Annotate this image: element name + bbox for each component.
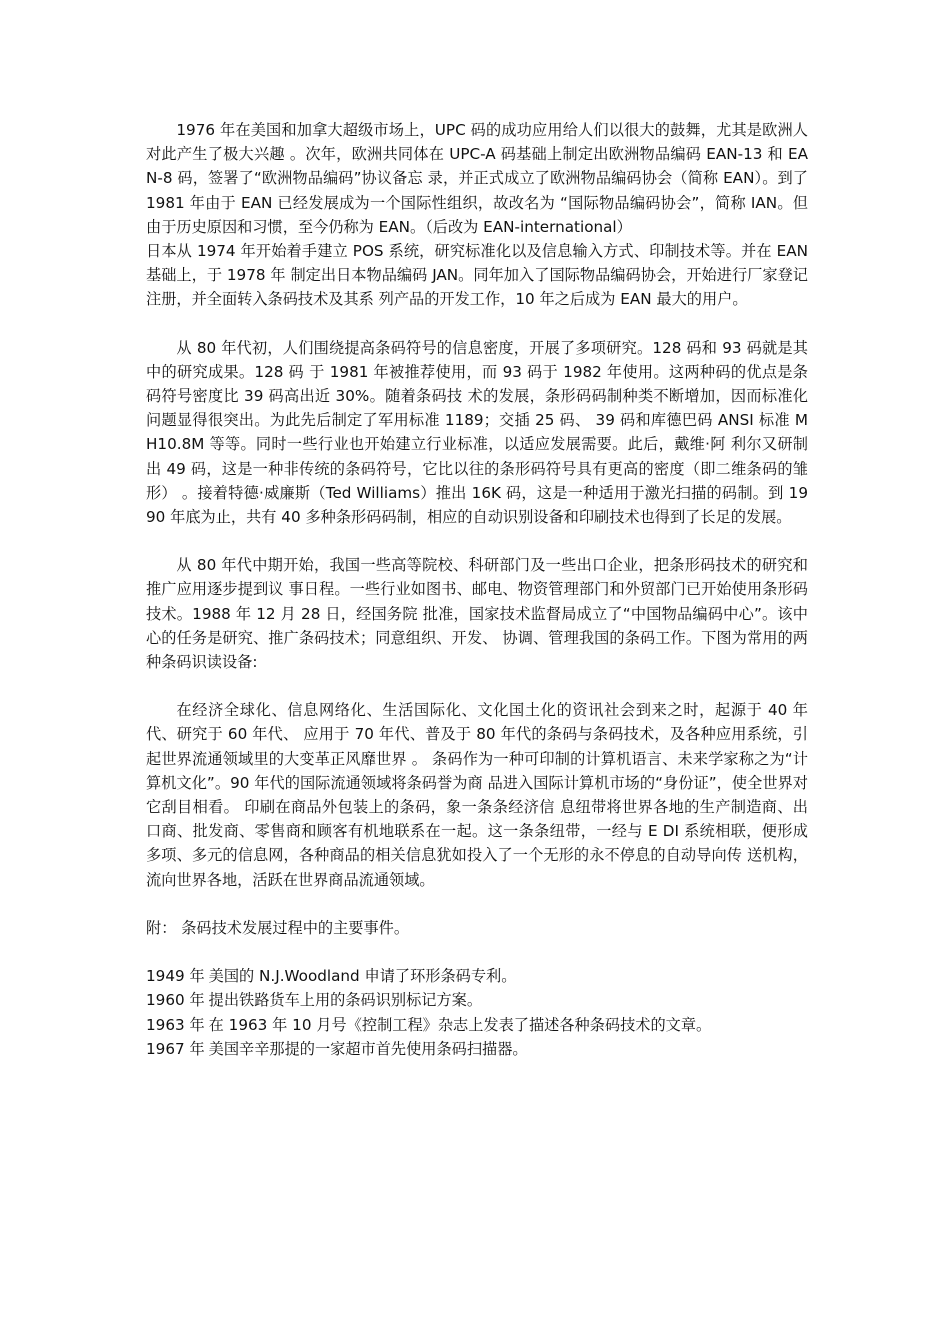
paragraph-gap bbox=[146, 312, 808, 336]
paragraph-china-barcode: 从 80 年代中期开始，我国一些高等院校、科研部门及一些出口企业，把条形码技术的研究和推广应用逐步提到议 事日程。一些行业如图书、邮电、物资管理部门和外贸部门已开始使用条形码技术。1988 年 12 月 28 日，经国务院 批准，国家技术监督局成立了“中国物品编码中心”。该中心的任务是研究、推广条码技术；同意组织、开发、 协调、管理我国的条码工作。下图为常用的两种条码识读设备: bbox=[146, 556, 808, 672]
list-item bbox=[146, 1013, 808, 1037]
event-text: 美国的 N.J.Woodland 申请了环形条码专利。 bbox=[208, 967, 517, 986]
event-list bbox=[146, 964, 808, 1061]
paragraph-upc-ean-history: 1976 年在美国和加拿大超级市场上，UPC 码的成功应用给人们以很大的鼓舞，尤其是欧洲人对此产生了极大兴趣 。次年，欧洲共同体在 UPC-A 码基础上制定出欧洲物品编码 EAN-13 和 EAN-8 码，签署了“欧洲物品编码”协议备忘 录，并正式成立了欧洲物品编码协会（简称 EAN）。到了 1981 年由于 EAN 已经发展成为一个国际性组织，故改名为 “国际物品编码协会”，简称 IAN。但由于历史原因和习惯，至今仍称为 EAN。（后改为 EAN-international） bbox=[146, 121, 808, 236]
event-text: 在 1963 年 10 月号《控制工程》杂志上发表了描述各种条码技术的文章。 bbox=[208, 1015, 712, 1034]
paragraph-japan-jan: 日本从 1974 年开始着手建立 POS 系统，研究标准化以及信息输入方式、印制技术等。并在 EAN 基础上，于 1978 年 制定出日本物品编码 JAN。同年加入了国际物品编码协会，开始进行厂家登记注册，并全面转入条码技术及其系 列产品的开发工作，10 年之后成为 EAN 最大的用户。 bbox=[146, 242, 808, 309]
appendix-heading: 附： 条码技术发展过程中的主要事件。 bbox=[146, 918, 410, 937]
list-item bbox=[146, 1037, 808, 1061]
document-body bbox=[146, 118, 808, 1061]
event-year: 1960 年 bbox=[146, 991, 205, 1010]
list-item bbox=[146, 988, 808, 1012]
paragraph-gap bbox=[146, 940, 808, 964]
paragraph-code-density-research: 从 80 年代初，人们围绕提高条码符号的信息密度，开展了多项研究。128 码和 93 码就是其中的研究成果。128 码 于 1981 年被推荐使用，而 93 码于 1982 年使用。这两种码的优点是条码符号密度比 39 码高出近 30%。随着条码技 术的发展，条形码码制种类不断增加，因而标准化问题显得很突出。为此先后制定了军用标准 1189；交插 25 码、 39 码和库德巴码 ANSI 标准 MH10.8M 等等。同时一些行业也开始建立行业标准，以适应发展需要。此后，戴维·阿 利尔又研制出 49 码，这是一种非传统的条码符号，它比以往的条形码符号具有更高的密度（即二维条码的雏形） 。接着特德·威廉斯（Ted Williams）推出 16K 码，这是一种适用于激光扫描的码制。到 1990 年底为止，共有 40 多种条形码码制，相应的自动识别设备和印刷技术也得到了长足的发展。 bbox=[146, 338, 808, 527]
paragraph-gap bbox=[146, 892, 808, 916]
list-item bbox=[146, 964, 808, 988]
event-text: 提出铁路货车上用的条码识别标记方案。 bbox=[208, 991, 483, 1010]
event-text: 美国辛辛那提的一家超市首先使用条码扫描器。 bbox=[208, 1039, 528, 1058]
paragraph-gap bbox=[146, 529, 808, 553]
paragraph-gap bbox=[146, 674, 808, 698]
paragraph-globalization: 在经济全球化、信息网络化、生活国际化、文化国土化的资讯社会到来之时，起源于 40 年代、研究于 60 年代、 应用于 70 年代、普及于 80 年代的条码与条码技术，及各种应用系统，引起世界流通领域里的大变革正风靡世界 。 条码作为一种可印制的计算机语言、未来学家称之为“计算机文化”。90 年代的国际流通领域将条码誉为商 品进入国际计算机市场的“身份证”，使全世界对它刮目相看。 印刷在商品外包装上的条码，象一条条经济信 息纽带将世界各地的生产制造商、出口商、批发商、零售商和顾客有机地联系在一起。这一条条纽带，一经与 E DI 系统相联，便形成多项、多元的信息网，各种商品的相关信息犹如投入了一个无形的永不停息的自动导向传 送机构，流向世界各地，活跃在世界商品流通领域。 bbox=[146, 701, 808, 889]
event-year: 1963 年 bbox=[146, 1015, 205, 1034]
event-year: 1967 年 bbox=[146, 1039, 205, 1058]
event-year: 1949 年 bbox=[146, 967, 205, 986]
